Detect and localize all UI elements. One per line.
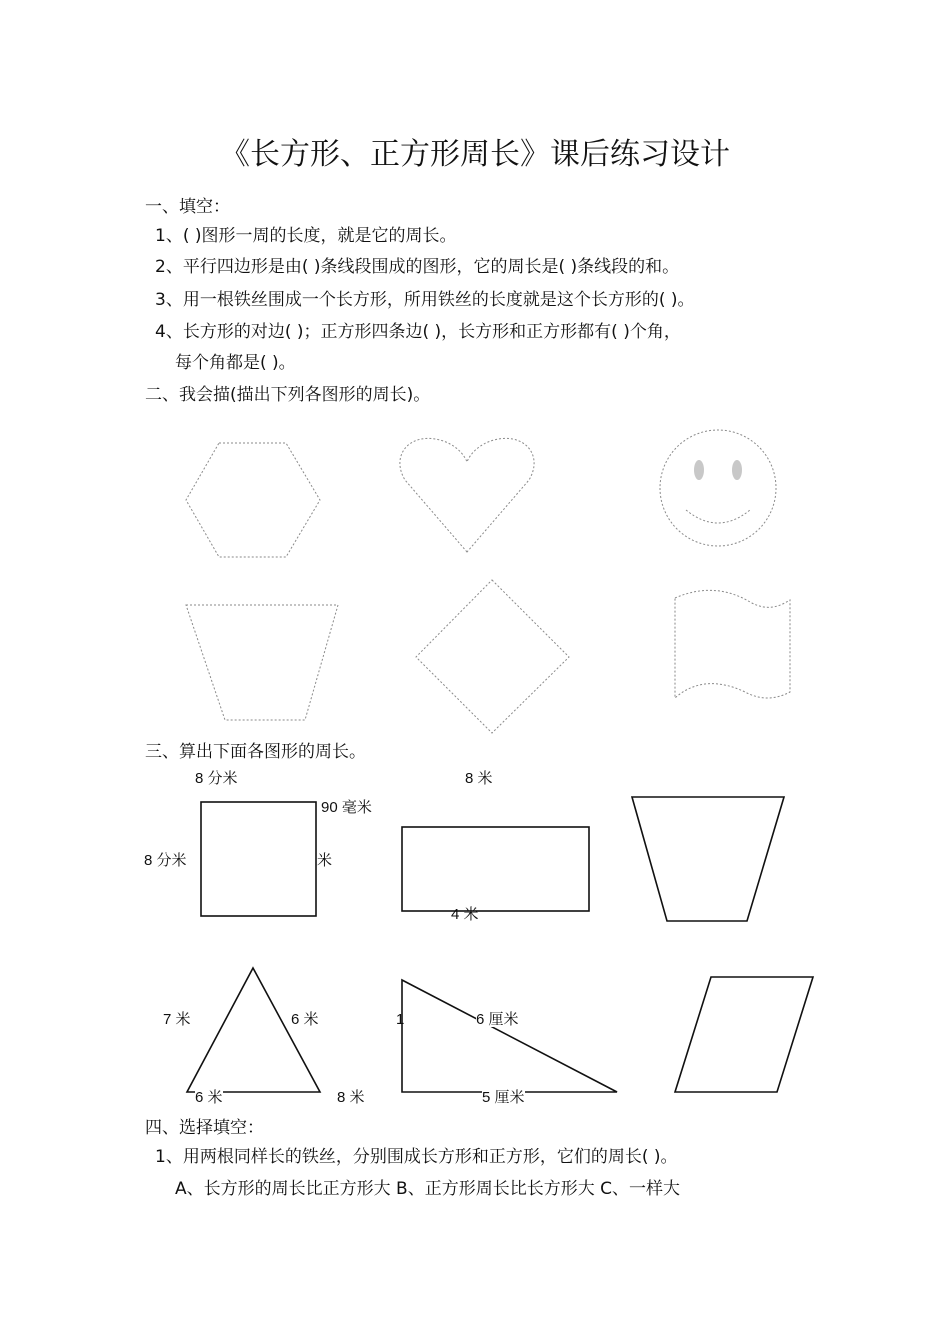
rectangle-figure bbox=[402, 827, 589, 911]
rect-bottom-label: 4 米 bbox=[451, 906, 479, 923]
square-right-label: 米 bbox=[317, 852, 333, 869]
triangle-right-label: 6 米 bbox=[291, 1011, 319, 1028]
triangle-left-label: 7 米 bbox=[163, 1011, 191, 1028]
parallelogram-figure bbox=[675, 977, 813, 1092]
right-triangle-hyp-label: 6 厘米 bbox=[476, 1011, 519, 1028]
smiley-eyes bbox=[694, 460, 742, 480]
square-top-label: 8 分米 bbox=[195, 770, 238, 787]
fill-item-2: 2、平行四边形是由( )条线段围成的图形，它的周长是( )条线段的和。 bbox=[155, 257, 680, 277]
heart-shape bbox=[400, 438, 534, 552]
square-left-label: 8 分米 bbox=[144, 852, 187, 869]
diamond-shape bbox=[416, 580, 569, 733]
trapezoid-figure bbox=[632, 797, 784, 921]
rect-top-label: 8 米 bbox=[465, 770, 493, 787]
flag-shape bbox=[675, 590, 790, 698]
decoy-90-label: 90 毫米 bbox=[321, 799, 372, 816]
smiley-face-shape bbox=[660, 430, 776, 546]
fill-item-1: 1、( )图形一周的长度，就是它的周长。 bbox=[155, 226, 457, 246]
section3-heading: 三、算出下面各图形的周长。 bbox=[145, 742, 366, 762]
hexagon-shape bbox=[186, 443, 320, 557]
page-title: 《长方形、正方形周长》课后练习设计 bbox=[220, 137, 730, 172]
section1-heading: 一、填空： bbox=[145, 197, 230, 217]
fill-item-4: 4、长方形的对边( )；正方形四条边( )，长方形和正方形都有( )个角， bbox=[155, 322, 681, 342]
trapezoid-shape bbox=[186, 605, 338, 720]
choice-options: A、长方形的周长比正方形大 B、正方形周长比长方形大 C、一样大 bbox=[175, 1179, 680, 1199]
fill-item-4-cont: 每个角都是( )。 bbox=[175, 353, 296, 373]
right-triangle-bottom-label: 5 厘米 bbox=[482, 1089, 525, 1106]
triangle-figure bbox=[187, 968, 320, 1092]
section4-heading: 四、选择填空： bbox=[145, 1118, 264, 1138]
fill-item-3: 3、用一根铁丝围成一个长方形，所用铁丝的长度就是这个长方形的( )。 bbox=[155, 290, 695, 310]
section2-heading: 二、我会描(描出下列各图形的周长)。 bbox=[145, 385, 431, 405]
square-figure bbox=[201, 802, 316, 916]
right-triangle-figure bbox=[402, 980, 617, 1092]
triangle-extra-label: 8 米 bbox=[337, 1089, 365, 1106]
choice-question: 1、用两根同样长的铁丝，分别围成长方形和正方形，它们的周长( )。 bbox=[155, 1147, 678, 1167]
triangle-bottom-label: 6 米 bbox=[195, 1089, 223, 1106]
right-triangle-partial-label: 1 bbox=[396, 1011, 405, 1028]
